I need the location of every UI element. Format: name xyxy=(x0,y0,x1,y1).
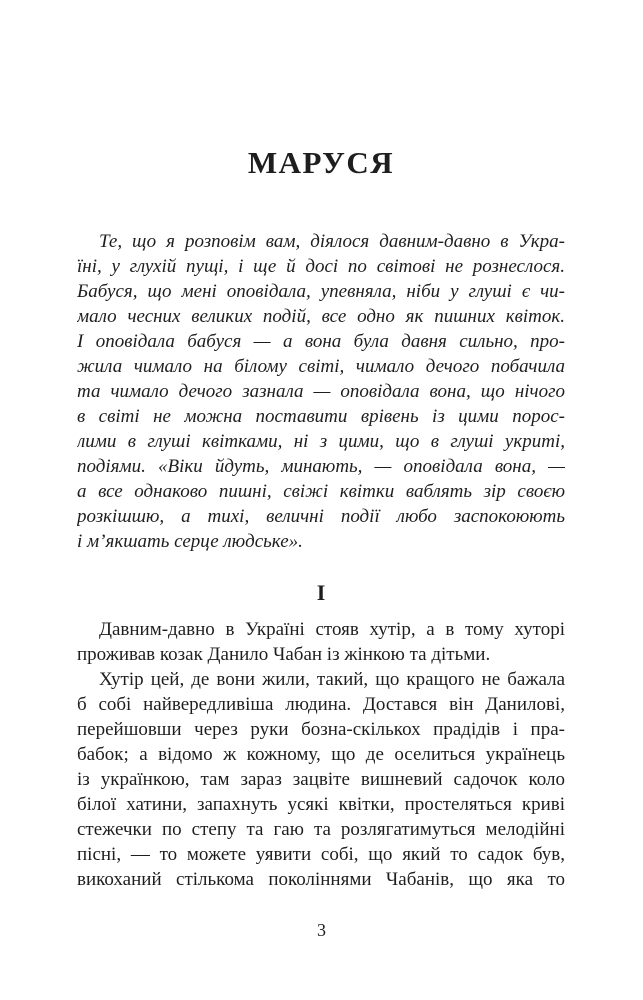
text-line: стежечки по степу та гаю та розлягатимуться мелодійні xyxy=(77,819,565,840)
text-line: подіями. «Віки йдуть, минають, — оповідала вона, — xyxy=(77,456,565,477)
text-line: а все однаково пишні, свіжі квітки ваблять зір своєю xyxy=(77,481,565,502)
text-line: із українкою, там зараз зацвіте вишневий садочок коло xyxy=(77,769,565,790)
body-paragraph xyxy=(77,617,565,667)
text-line: і м’якшать серце людське». xyxy=(77,531,303,552)
text-line: Хутір цей, де вони жили, такий, що кращого не бажала xyxy=(99,669,565,690)
page-number: 3 xyxy=(317,920,326,940)
text-line: проживав козак Данило Чабан із жінкою та дітьми. xyxy=(77,644,491,665)
text-line: викоханий стількома поколіннями Чабанів, що яка то xyxy=(77,869,565,890)
text-line: Бабуся, що мені оповідала, упевняла, ніби у глуші є чи- xyxy=(77,281,565,302)
text-line: Давним-давно в Україні стояв хутір, а в тому хуторі xyxy=(99,619,565,640)
text-line: мало чесних великих подій, все одно як пишних квіток. xyxy=(77,306,565,327)
text-line: жила чимало на білому світі, чимало дечого побачила xyxy=(77,356,565,377)
body-text xyxy=(77,617,565,892)
text-line: та чимало дечого зазнала — оповідала вона, що нічого xyxy=(77,381,565,402)
text-line: б собі найвередливіша людина. Достався він Данилові, xyxy=(77,694,565,715)
text-line: розкішшю, а тихі, величні події любо заспокоюють xyxy=(77,506,565,527)
text-line: в світі не можна поставити врівень із цими порос- xyxy=(77,406,565,427)
section-heading: I xyxy=(316,580,326,605)
text-line: бабок; а відомо ж кожному, що де оселиться українець xyxy=(77,744,565,765)
page-content xyxy=(0,142,643,892)
text-line: їні, у глухій пущі, і ще й досі по світові не рознеслося. xyxy=(77,256,565,277)
intro-paragraph xyxy=(77,229,565,554)
text-line: Те, що я розповім вам, діялося давним-давно в Укра- xyxy=(99,231,565,252)
text-line: білої хатини, запахнуть усякі квітки, простеляться криві xyxy=(77,794,565,815)
page-title: МАРУСЯ xyxy=(247,145,395,180)
text-line: І оповідала бабуся — а вона була давня сильно, про- xyxy=(77,331,565,352)
body-paragraph xyxy=(77,667,565,892)
text-line: лими в глуші квітками, ні з цими, що в глуші укриті, xyxy=(77,431,565,452)
text-line: пісні, — то можете уявити собі, що який то садок був, xyxy=(77,844,565,865)
text-line: перейшовши через руки бозна-скількох прадідів і пра- xyxy=(77,719,565,740)
